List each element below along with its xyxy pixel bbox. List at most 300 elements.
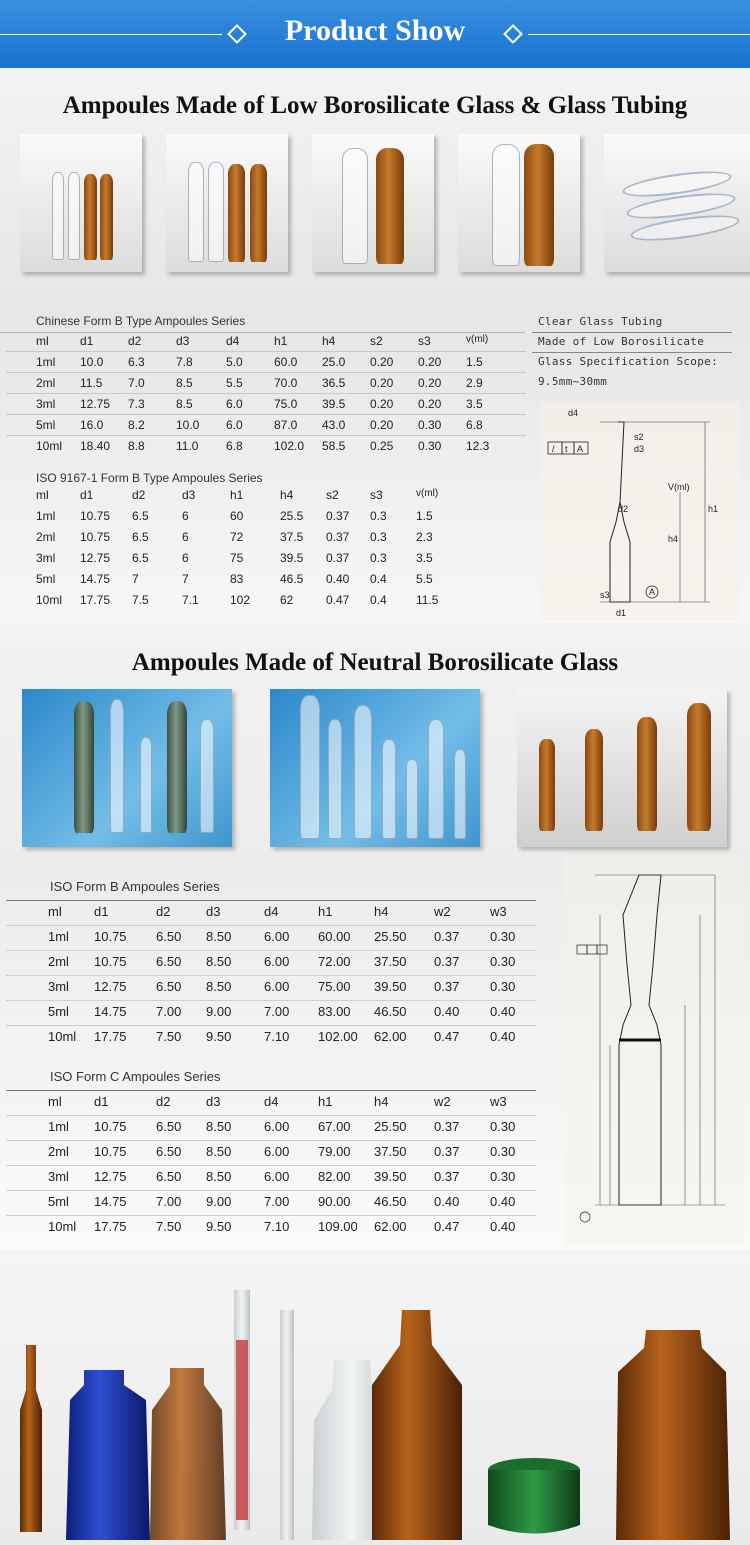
table-cell: 8.50	[206, 979, 232, 994]
table-cell: 39.5	[322, 397, 346, 411]
table-cell: 6.50	[156, 979, 182, 994]
row-divider	[6, 1115, 536, 1116]
table-cell: 46.5	[280, 572, 304, 586]
table-cell: 67.00	[318, 1119, 351, 1134]
table-cell: 12.75	[94, 1169, 127, 1184]
table-cell: 12.3	[466, 439, 490, 453]
table-cell: 1ml	[48, 1119, 69, 1134]
table-header-cell: w2	[434, 904, 451, 919]
table-cell: 8.5	[176, 397, 193, 411]
table-cell: 2ml	[48, 954, 69, 969]
table-header-cell: d1	[80, 334, 94, 348]
table-header-row	[0, 1094, 540, 1114]
iso-9167-table-body	[0, 488, 525, 618]
table-header-row	[0, 904, 540, 924]
table-cell: 0.37	[326, 551, 350, 565]
table-cell: 72	[230, 530, 244, 544]
table-cell: 6.5	[132, 509, 149, 523]
table-header-cell: v(ml)	[466, 334, 489, 345]
table-cell: 9.50	[206, 1219, 232, 1234]
row-divider	[6, 1215, 536, 1216]
dim-label-h1: h1	[708, 504, 719, 514]
table-header-cell: d1	[94, 904, 109, 919]
table-cell: 25.50	[374, 929, 407, 944]
row-divider	[6, 414, 526, 415]
product-photo-ampoules-small	[20, 134, 142, 272]
table-cell: 7.10	[264, 1029, 290, 1044]
table-header-cell: s3	[370, 488, 383, 502]
table-cell: 8.8	[128, 439, 145, 453]
table-cell: 37.50	[374, 1144, 407, 1159]
dim-label-d4: d4	[568, 408, 579, 418]
table-cell: 6.50	[156, 1119, 182, 1134]
table-cell: 6.00	[264, 1119, 290, 1134]
table-cell: 0.40	[490, 1194, 516, 1209]
table-row	[0, 551, 525, 571]
table-title: ISO 9167-1 Form B Type Ampoules Series	[36, 471, 263, 485]
table-cell: 2ml	[36, 376, 56, 390]
product-photo-clear-ampoules	[270, 689, 480, 847]
table-cell: 75	[230, 551, 244, 565]
table-cell: 8.50	[206, 1119, 232, 1134]
dim-label-d1: d1	[616, 608, 627, 618]
table-title: Chinese Form B Type Ampoules Series	[36, 314, 246, 328]
table-cell: 43.0	[322, 418, 346, 432]
product-photo-ampoules-large	[312, 134, 434, 272]
datum-label: A	[649, 587, 656, 597]
table-header-cell: d2	[132, 488, 146, 502]
row-divider	[6, 1140, 536, 1141]
table-cell: 5.5	[226, 376, 243, 390]
table-row	[0, 439, 525, 459]
dim-label-s2: s2	[634, 432, 644, 442]
table-header-cell: h4	[322, 334, 336, 348]
table-divider	[6, 1090, 536, 1091]
row-divider	[6, 975, 536, 976]
table-cell: 7.10	[264, 1219, 290, 1234]
table-cell: 6.50	[156, 1144, 182, 1159]
table-header-cell: d2	[156, 1094, 171, 1109]
table-cell: 7.00	[156, 1004, 182, 1019]
table-cell: 17.75	[94, 1219, 127, 1234]
table-cell: 0.37	[434, 1144, 460, 1159]
table-cell: 0.30	[490, 979, 516, 994]
tolerance-symbol: t	[565, 444, 568, 454]
spec-divider	[532, 352, 732, 353]
table-cell: 0.30	[490, 1169, 516, 1184]
table-header-cell: d3	[182, 488, 196, 502]
table-cell: 7.00	[156, 1194, 182, 1209]
table-cell: 0.30	[490, 1119, 516, 1134]
table-cell: 3ml	[48, 1169, 69, 1184]
table-cell: 39.50	[374, 979, 407, 994]
table-cell: 14.75	[94, 1004, 127, 1019]
product-photo-amber-ampoules	[517, 689, 727, 847]
table-cell: 0.30	[418, 418, 442, 432]
table-cell: 6.5	[132, 530, 149, 544]
row-divider	[6, 372, 526, 373]
table-cell: 0.3	[370, 530, 387, 544]
dim-label-s3: s3	[600, 590, 610, 600]
table-cell: 10.75	[94, 954, 127, 969]
table-cell: 14.75	[94, 1194, 127, 1209]
table-cell: 6.8	[226, 439, 243, 453]
table-cell: 9.00	[206, 1004, 232, 1019]
table-row	[0, 929, 540, 949]
table-cell: 0.20	[370, 397, 394, 411]
table-header-cell: h1	[318, 1094, 333, 1109]
table-cell: 82.00	[318, 1169, 351, 1184]
table-cell: 5.5	[416, 572, 433, 586]
table-cell: 10.75	[94, 1119, 127, 1134]
table-cell: 6.50	[156, 954, 182, 969]
table-cell: 0.25	[370, 439, 394, 453]
table-cell: 0.20	[370, 376, 394, 390]
table-cell: 25.5	[280, 509, 304, 523]
table-cell: 0.37	[434, 1119, 460, 1134]
product-photo-ampoules-medium	[166, 134, 288, 272]
table-row	[0, 572, 525, 592]
table-divider	[0, 332, 525, 333]
table-cell: 62.00	[374, 1219, 407, 1234]
table-row	[0, 1144, 540, 1164]
spec-divider	[532, 332, 732, 333]
banner-right-line	[528, 34, 750, 35]
table-cell: 0.3	[370, 509, 387, 523]
table-cell: 7.00	[264, 1004, 290, 1019]
table-cell: 2.9	[466, 376, 483, 390]
table-cell: 5ml	[48, 1194, 69, 1209]
table-cell: 70.0	[274, 376, 298, 390]
table-row	[0, 509, 525, 529]
table-cell: 102.0	[274, 439, 305, 453]
table-cell: 5ml	[36, 418, 56, 432]
table-cell: 10.0	[176, 418, 200, 432]
table-cell: 60.00	[318, 929, 351, 944]
glass-bottles-photo	[0, 1250, 750, 1545]
table-cell: 1ml	[36, 509, 56, 523]
table-cell: 0.37	[434, 979, 460, 994]
table-cell: 109.00	[318, 1219, 358, 1234]
table-header-cell: s3	[418, 334, 431, 348]
table-header-cell: d1	[80, 488, 94, 502]
row-divider	[6, 1025, 536, 1026]
table-cell: 60.0	[274, 355, 298, 369]
table-cell: 10.75	[94, 929, 127, 944]
table-cell: 6.00	[264, 929, 290, 944]
table-cell: 0.37	[434, 954, 460, 969]
table-cell: 0.20	[370, 418, 394, 432]
table-cell: 6	[182, 551, 189, 565]
table-cell: 8.50	[206, 929, 232, 944]
table-cell: 17.75	[80, 593, 111, 607]
table-cell: 0.3	[370, 551, 387, 565]
table-cell: 0.40	[434, 1194, 460, 1209]
banner-title: Product Show	[284, 14, 466, 47]
row-divider	[6, 351, 526, 352]
table-header-row	[0, 488, 525, 508]
table-cell: 10ml	[48, 1219, 77, 1234]
table-cell: 16.0	[80, 418, 104, 432]
table-row	[0, 1029, 540, 1049]
table-cell: 3ml	[36, 551, 56, 565]
table-cell: 7.5	[132, 593, 149, 607]
table-cell: 10.0	[80, 355, 104, 369]
table-header-cell: d2	[128, 334, 142, 348]
table-cell: 12.75	[80, 551, 111, 565]
table-cell: 0.40	[490, 1219, 516, 1234]
chinese-form-b-table	[36, 314, 245, 328]
table-row	[0, 954, 540, 974]
product-photo-green-ampoules	[22, 689, 232, 847]
table-cell: 10.75	[80, 530, 111, 544]
table-cell: 87.0	[274, 418, 298, 432]
table-cell: 7.3	[128, 397, 145, 411]
table-cell: 8.50	[206, 1144, 232, 1159]
iso-form-c-table	[50, 1069, 221, 1084]
section2-heading: Ampoules Made of Neutral Borosilicate Glass	[131, 649, 619, 676]
table-header-cell: h1	[318, 904, 333, 919]
table-cell: 0.30	[490, 954, 516, 969]
table-cell: 58.5	[322, 439, 346, 453]
table-cell: 2ml	[36, 530, 56, 544]
neutral-borosilicate-section	[0, 623, 750, 1250]
dim-label-h4: h4	[668, 534, 679, 544]
table-cell: 39.5	[280, 551, 304, 565]
dim-label-d2: d2	[618, 504, 629, 514]
table-row	[0, 1119, 540, 1139]
table-cell: 62.00	[374, 1029, 407, 1044]
table-cell: 0.47	[434, 1029, 460, 1044]
table-cell: 0.40	[434, 1004, 460, 1019]
row-divider	[6, 393, 526, 394]
table-cell: 7.50	[156, 1219, 182, 1234]
table-cell: 3ml	[48, 979, 69, 994]
table-cell: 7	[132, 572, 139, 586]
table-cell: 7.8	[176, 355, 193, 369]
table-cell: 79.00	[318, 1144, 351, 1159]
table-cell: 0.20	[370, 355, 394, 369]
glass-packaging-showcase	[0, 1250, 750, 1545]
table-cell: 7.50	[156, 1029, 182, 1044]
table-cell: 0.40	[490, 1029, 516, 1044]
table-cell: 0.40	[490, 1004, 516, 1019]
table-cell: 5ml	[36, 572, 56, 586]
table-cell: 1.5	[416, 509, 433, 523]
product-photo-ampoules-xlarge	[458, 134, 580, 272]
table-cell: 9.50	[206, 1029, 232, 1044]
table-cell: 10ml	[36, 439, 63, 453]
table-header-cell: s2	[326, 488, 339, 502]
spec-line: Glass Specification Scope:	[538, 355, 718, 368]
table-cell: 8.50	[206, 1169, 232, 1184]
table-header-cell: d3	[206, 1094, 221, 1109]
table-cell: 3.5	[466, 397, 483, 411]
table-cell: 9.00	[206, 1194, 232, 1209]
table-cell: 6.0	[226, 418, 243, 432]
table-header-cell: h4	[280, 488, 294, 502]
table-cell: 10.75	[80, 509, 111, 523]
table-cell: 6.50	[156, 929, 182, 944]
table-cell: 37.5	[280, 530, 304, 544]
spec-line: 9.5mm~30mm	[538, 375, 608, 388]
table-cell: 6.5	[132, 551, 149, 565]
table-cell: 0.4	[370, 572, 387, 586]
table-cell: 83	[230, 572, 244, 586]
table-cell: 1ml	[48, 929, 69, 944]
table-cell: 11.5	[80, 376, 103, 390]
table-cell: 11.0	[176, 439, 199, 453]
table-cell: 1ml	[36, 355, 56, 369]
table-cell: 3ml	[36, 397, 56, 411]
table-cell: 72.00	[318, 954, 351, 969]
table-cell: 0.20	[418, 355, 442, 369]
table-cell: 0.40	[326, 572, 350, 586]
table-row	[0, 1169, 540, 1189]
table-header-cell: w3	[490, 904, 507, 919]
table-cell: 102	[230, 593, 251, 607]
table-cell: 0.20	[418, 397, 442, 411]
table-cell: 75.0	[274, 397, 298, 411]
table-cell: 12.75	[80, 397, 111, 411]
table-cell: 0.4	[370, 593, 387, 607]
table-header-cell: v(ml)	[416, 488, 439, 499]
table-cell: 0.30	[418, 439, 442, 453]
table-cell: 8.2	[128, 418, 145, 432]
table-header-cell: w2	[434, 1094, 451, 1109]
table-row	[0, 593, 525, 613]
table-cell: 7.0	[128, 376, 145, 390]
table-cell: 39.50	[374, 1169, 407, 1184]
table-cell: 6.8	[466, 418, 483, 432]
table-cell: 0.30	[490, 929, 516, 944]
table-header-cell: d1	[94, 1094, 109, 1109]
table-header-cell: h1	[230, 488, 244, 502]
row-divider	[6, 1000, 536, 1001]
table-cell: 10.75	[94, 1144, 127, 1159]
iso-9167-table	[36, 471, 263, 485]
table-cell: 0.47	[326, 593, 350, 607]
iso-form-b-table-body	[0, 904, 540, 1054]
dim-label-d3: d3	[634, 444, 645, 454]
table-header-cell: w3	[490, 1094, 507, 1109]
table-row	[0, 1194, 540, 1214]
table-cell: 90.00	[318, 1194, 351, 1209]
ampoule-form-drawing	[565, 855, 745, 1245]
product-show-banner	[0, 0, 750, 68]
iso-form-b-table	[50, 879, 220, 894]
table-cell: 1.5	[466, 355, 483, 369]
table-cell: 46.50	[374, 1004, 407, 1019]
table-cell: 83.00	[318, 1004, 351, 1019]
table-cell: 11.5	[416, 593, 439, 607]
table-cell: 60	[230, 509, 244, 523]
table-cell: 37.50	[374, 954, 407, 969]
table-cell: 25.0	[322, 355, 346, 369]
table-header-cell: d4	[264, 904, 279, 919]
row-divider	[6, 1165, 536, 1166]
table-cell: 75.00	[318, 979, 351, 994]
spec-line: Made of Low Borosilicate	[538, 335, 705, 348]
tolerance-datum: A	[577, 444, 584, 454]
dim-label-volume: V(ml)	[668, 482, 690, 492]
table-cell: 6.3	[128, 355, 145, 369]
tolerance-symbol: /	[552, 444, 555, 454]
table-header-cell: ml	[36, 334, 49, 348]
row-divider	[6, 1190, 536, 1191]
table-cell: 6.00	[264, 1169, 290, 1184]
section1-heading: Ampoules Made of Low Borosilicate Glass & Glass Tubing	[62, 92, 688, 119]
table-cell: 46.50	[374, 1194, 407, 1209]
table-cell: 18.40	[80, 439, 111, 453]
table-cell: 6	[182, 509, 189, 523]
ampoule-technical-drawing	[540, 402, 740, 620]
table-header-cell: h1	[274, 334, 288, 348]
table-header-cell: d4	[226, 334, 240, 348]
table-cell: 6.00	[264, 979, 290, 994]
table-cell: 6.00	[264, 1144, 290, 1159]
table-header-cell: d4	[264, 1094, 279, 1109]
table-cell: 2ml	[48, 1144, 69, 1159]
table-cell: 6.0	[226, 397, 243, 411]
table-cell: 0.37	[326, 530, 350, 544]
table-cell: 102.00	[318, 1029, 358, 1044]
table-row	[0, 979, 540, 999]
table-cell: 17.75	[94, 1029, 127, 1044]
table-cell: 0.37	[434, 1169, 460, 1184]
table-cell: 7	[182, 572, 189, 586]
iso-form-c-table-body	[0, 1094, 540, 1244]
table-cell: 5ml	[48, 1004, 69, 1019]
table-cell: 2.3	[416, 530, 433, 544]
row-divider	[6, 925, 536, 926]
table-header-cell: d3	[206, 904, 221, 919]
table-header-cell: d3	[176, 334, 190, 348]
table-cell: 14.75	[80, 572, 111, 586]
table-header-cell: d2	[156, 904, 171, 919]
table-header-cell: h4	[374, 904, 389, 919]
table-cell: 0.37	[434, 929, 460, 944]
table-cell: 5.0	[226, 355, 243, 369]
table-title: ISO Form C Ampoules Series	[50, 1069, 221, 1084]
table-cell: 25.50	[374, 1119, 407, 1134]
table-cell: 0.37	[326, 509, 350, 523]
table-header-cell: ml	[48, 1094, 62, 1109]
table-cell: 8.50	[206, 954, 232, 969]
table-divider	[6, 900, 536, 901]
table-row	[0, 530, 525, 550]
table-row	[0, 1004, 540, 1024]
table-cell: 0.30	[490, 1144, 516, 1159]
table-cell: 12.75	[94, 979, 127, 994]
table-cell: 6.00	[264, 954, 290, 969]
table-cell: 10ml	[36, 593, 63, 607]
row-divider	[6, 435, 526, 436]
table-header-cell: ml	[48, 904, 62, 919]
table-row	[0, 1219, 540, 1239]
table-cell: 8.5	[176, 376, 193, 390]
table-header-cell: ml	[36, 488, 49, 502]
table-cell: 7.00	[264, 1194, 290, 1209]
table-cell: 0.20	[418, 376, 442, 390]
chinese-form-b-table-body	[0, 334, 525, 464]
table-cell: 36.5	[322, 376, 346, 390]
spec-line: Clear Glass Tubing	[538, 315, 663, 328]
table-cell: 10ml	[48, 1029, 77, 1044]
product-photo-glass-tubing	[604, 134, 750, 272]
table-cell: 6	[182, 530, 189, 544]
table-title: ISO Form B Ampoules Series	[50, 879, 220, 894]
